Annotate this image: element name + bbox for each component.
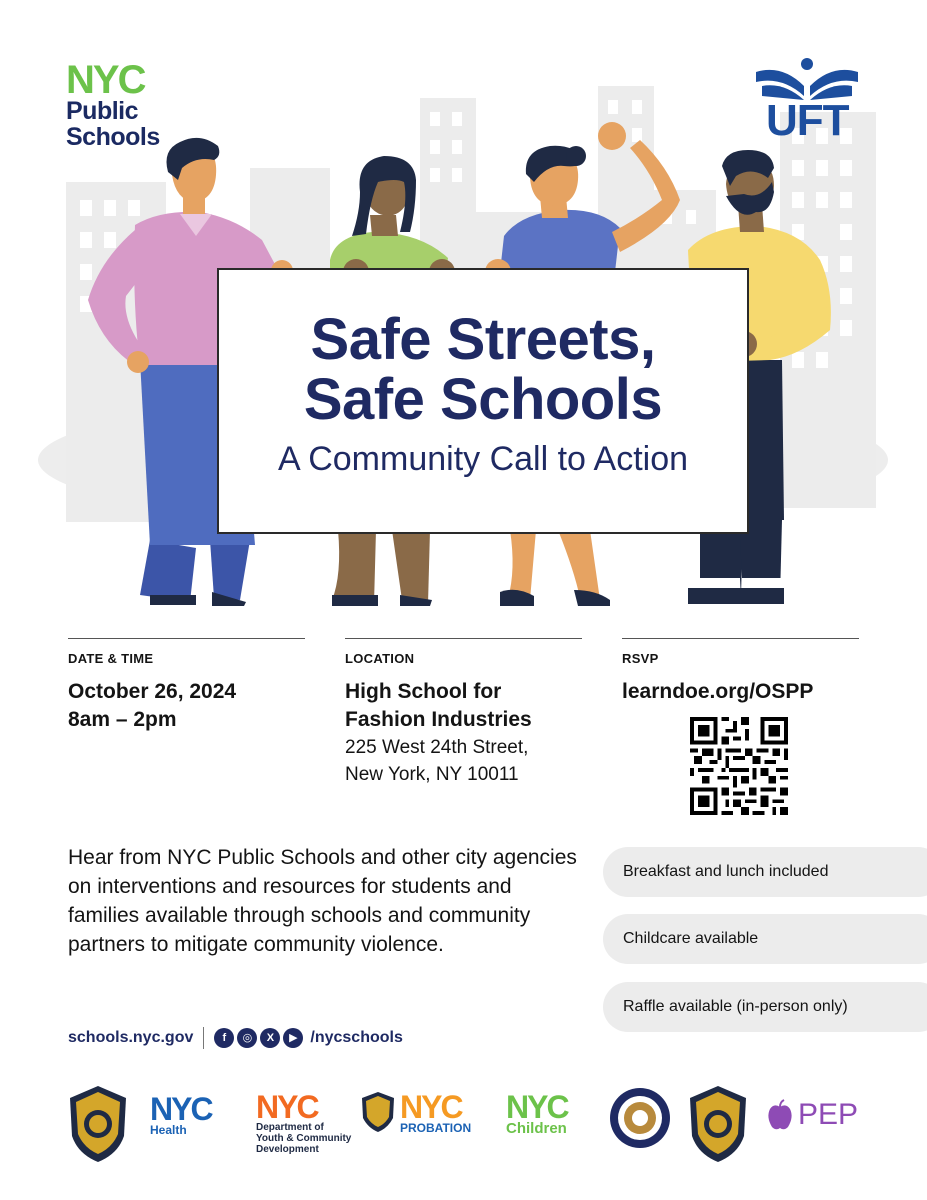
nyc-logo-mark: NYC (66, 58, 145, 102)
rsvp-qr-code[interactable] (690, 717, 788, 815)
pep-logo (766, 1098, 858, 1132)
perk-pill: Breakfast and lunch included (603, 847, 927, 897)
event-time: 8am – 2pm (68, 708, 177, 731)
website-link[interactable]: schools.nyc.gov (68, 1029, 194, 1046)
date-time-section (68, 638, 305, 734)
address-line2: New York, NY 10011 (345, 764, 519, 785)
nyc-health-logo (150, 1091, 212, 1137)
health-label: Health (150, 1123, 187, 1137)
event-title (219, 307, 747, 432)
qr-code-icon (690, 717, 788, 815)
divider (203, 1027, 204, 1049)
probation-badge-icon (360, 1090, 396, 1139)
nyc-probation-logo (400, 1089, 472, 1135)
event-banner-sign (217, 268, 749, 534)
facebook-icon[interactable]: f (214, 1028, 234, 1048)
instagram-icon[interactable]: ◎ (237, 1028, 257, 1048)
partner-logos-row (0, 1080, 927, 1170)
x-icon[interactable]: X (260, 1028, 280, 1048)
event-date: October 26, 2024 (68, 680, 237, 703)
police-department-badge-icon (66, 1084, 130, 1169)
event-description: Hear from NYC Public Schools and other city agencies on interventions and resources for students and families available through schools and community partners to mitigate community violence. (68, 846, 577, 956)
event-title-line1: Safe Streets, (310, 307, 656, 372)
district-attorney-seal-icon (608, 1086, 672, 1155)
rsvp-section (622, 638, 859, 706)
divider (68, 638, 305, 639)
children-nyc-mark: NYC (506, 1089, 568, 1125)
address-line1: 225 West 24th Street, (345, 737, 529, 758)
event-subtitle: A Community Call to Action (277, 440, 689, 478)
divider (345, 638, 582, 639)
children-label: Children (506, 1120, 567, 1137)
apple-icon (766, 1099, 794, 1131)
nyc-public-schools-logo (66, 58, 178, 151)
location-name-line2: Fashion Industries (345, 708, 532, 731)
rsvp-link[interactable]: learndoe.org/OSPP (622, 680, 814, 703)
event-title-line2: Safe Schools (303, 367, 663, 432)
location-section (345, 638, 582, 788)
dycd-nyc-mark: NYC (256, 1089, 318, 1125)
logo-public-text: Public (66, 97, 139, 125)
probation-nyc-mark: NYC (400, 1089, 462, 1125)
location-name-line1: High School for (345, 680, 502, 703)
probation-label: PROBATION (400, 1121, 472, 1135)
divider (622, 638, 859, 639)
rsvp-label: RSVP (622, 651, 659, 666)
nyc-dycd-logo (256, 1089, 352, 1155)
nyc-children-logo (506, 1089, 568, 1137)
footer-social-bar (68, 1024, 403, 1052)
uft-wordmark: UFT (766, 96, 849, 145)
location-label: LOCATION (345, 651, 415, 666)
date-time-label: DATE & TIME (68, 651, 154, 666)
health-nyc-mark: NYC (150, 1091, 212, 1127)
youtube-icon[interactable]: ▶ (283, 1028, 303, 1048)
logo-schools-text: Schools (66, 123, 160, 151)
correction-department-badge-icon (686, 1084, 750, 1169)
uft-logo (752, 56, 862, 148)
dycd-label: Department of Youth & Community Development (256, 1122, 352, 1155)
social-handle[interactable]: /nycschools (310, 1029, 403, 1046)
pep-wordmark: PEP (798, 1098, 859, 1131)
perk-pill: Raffle available (in-person only) (603, 982, 927, 1032)
perk-pill: Childcare available (603, 914, 927, 964)
